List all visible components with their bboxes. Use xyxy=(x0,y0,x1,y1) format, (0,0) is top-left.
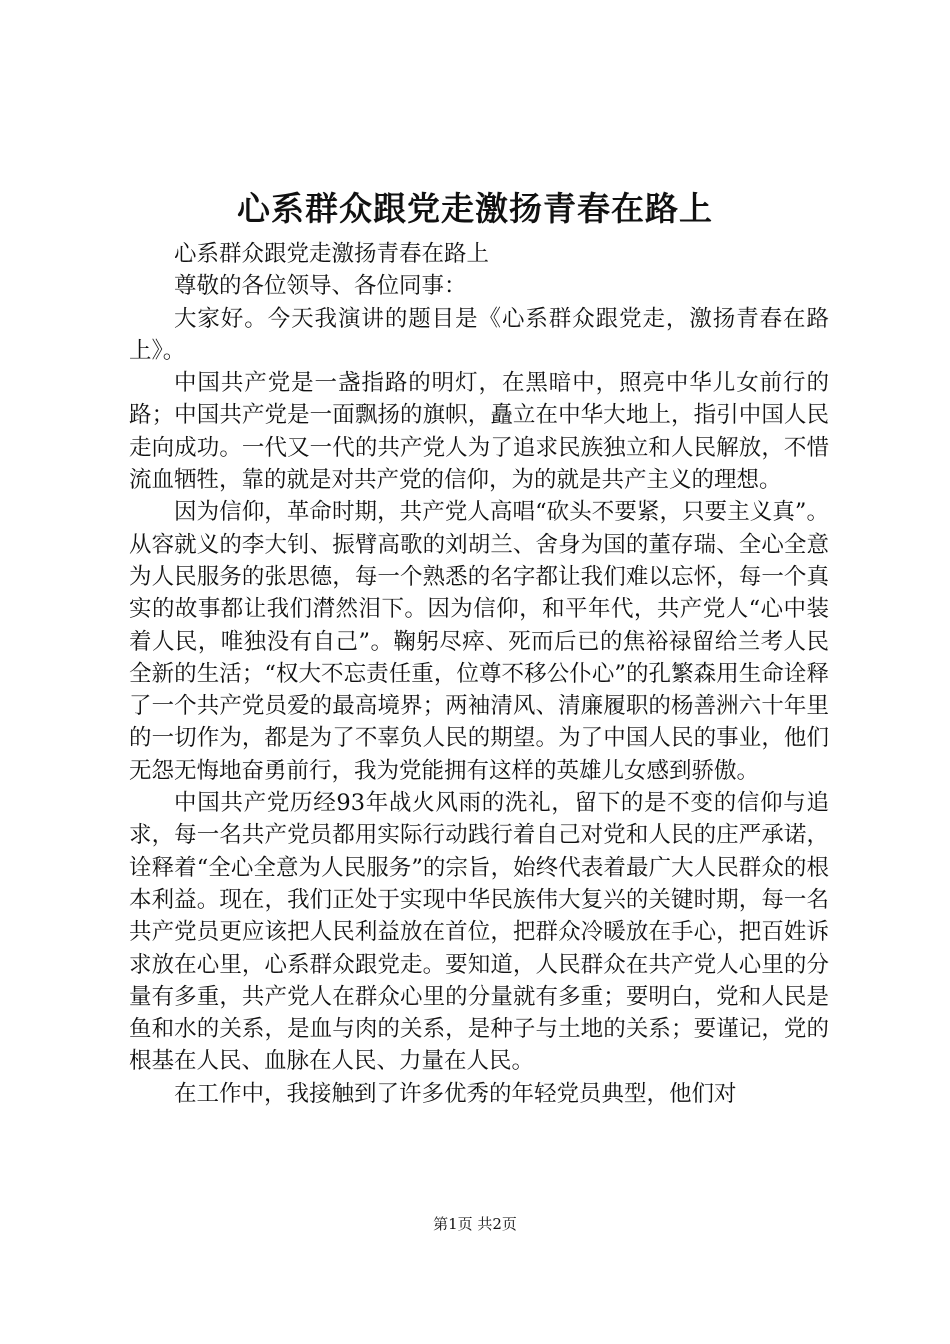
document-title: 心系群众跟党走激扬青春在路上 xyxy=(237,189,713,228)
paragraph-body: 中国共产党历经93年战火风雨的洗礼，留下的是不变的信仰与追求，每一名共产党员都用实际行动践行着自己对党和人民的庄严承诺，诠释着“全心全意为人民服务”的宗旨，始终代表着最广大人民群众的根本利益。现在，我们正处于实现中华民族伟大复兴的关键时期，每一名共产党员更应该把人民利益放在首位，把群众冷暖放在手心，把百姓诉求放在心里，心系群众跟党走。要知道，人民群众在共产党人心里的分量有多重，共产党人在群众心里的分量就有多重；要明白，党和人民是鱼和水的关系，是血与肉的关系，是种子与土地的关系；要谨记，党的根基在人民、血脉在人民、力量在人民。 xyxy=(129,790,829,1075)
paragraph-greeting: 大家好。今天我演讲的题目是《心系群众跟党走，激扬青春在路上》。 xyxy=(129,305,829,364)
page-footer: 第1页 共2页 xyxy=(433,1215,517,1233)
document-body xyxy=(129,238,829,1110)
paragraph-subtitle: 心系群众跟党走激扬青春在路上 xyxy=(174,241,490,267)
paragraph-body: 中国共产党是一盏指路的明灯，在黑暗中，照亮中华儿女前行的路；中国共产党是一面飘扬的旗帜，矗立在中华大地上，指引中国人民走向成功。一代又一代的共产党人为了追求民族独立和人民解放，不惜流血牺牲，靠的就是对共产党的信仰，为的就是共产主义的理想。 xyxy=(129,370,829,494)
paragraph-salutation: 尊敬的各位领导、各位同事： xyxy=(174,273,467,300)
paragraph-body: 在工作中，我接触到了许多优秀的年轻党员典型，他们对 xyxy=(174,1080,737,1107)
paragraph-body: 因为信仰，革命时期，共产党人高唱“砍头不要紧，只要主义真”。从容就义的李大钊、振臂高歌的刘胡兰、舍身为国的董存瑞、全心全意为人民服务的张思德，每一个熟悉的名字都让我们难以忘怀，每一个真实的故事都让我们潸然泪下。因为信仰，和平年代，共产党人“心中装着人民，唯独没有自己”。鞠躬尽瘁、死而后已的焦裕禄留给兰考人民全新的生活；“权大不忘责任重，位尊不移公仆心”的孔繁森用生命诠释了一个共产党员爱的最高境界；两袖清风、清廉履职的杨善洲六十年里的一切作为，都是为了不辜负人民的期望。为了中国人民的事业，他们无怨无悔地奋勇前行，我为党能拥有这样的英雄儿女感到骄傲。 xyxy=(129,499,829,784)
